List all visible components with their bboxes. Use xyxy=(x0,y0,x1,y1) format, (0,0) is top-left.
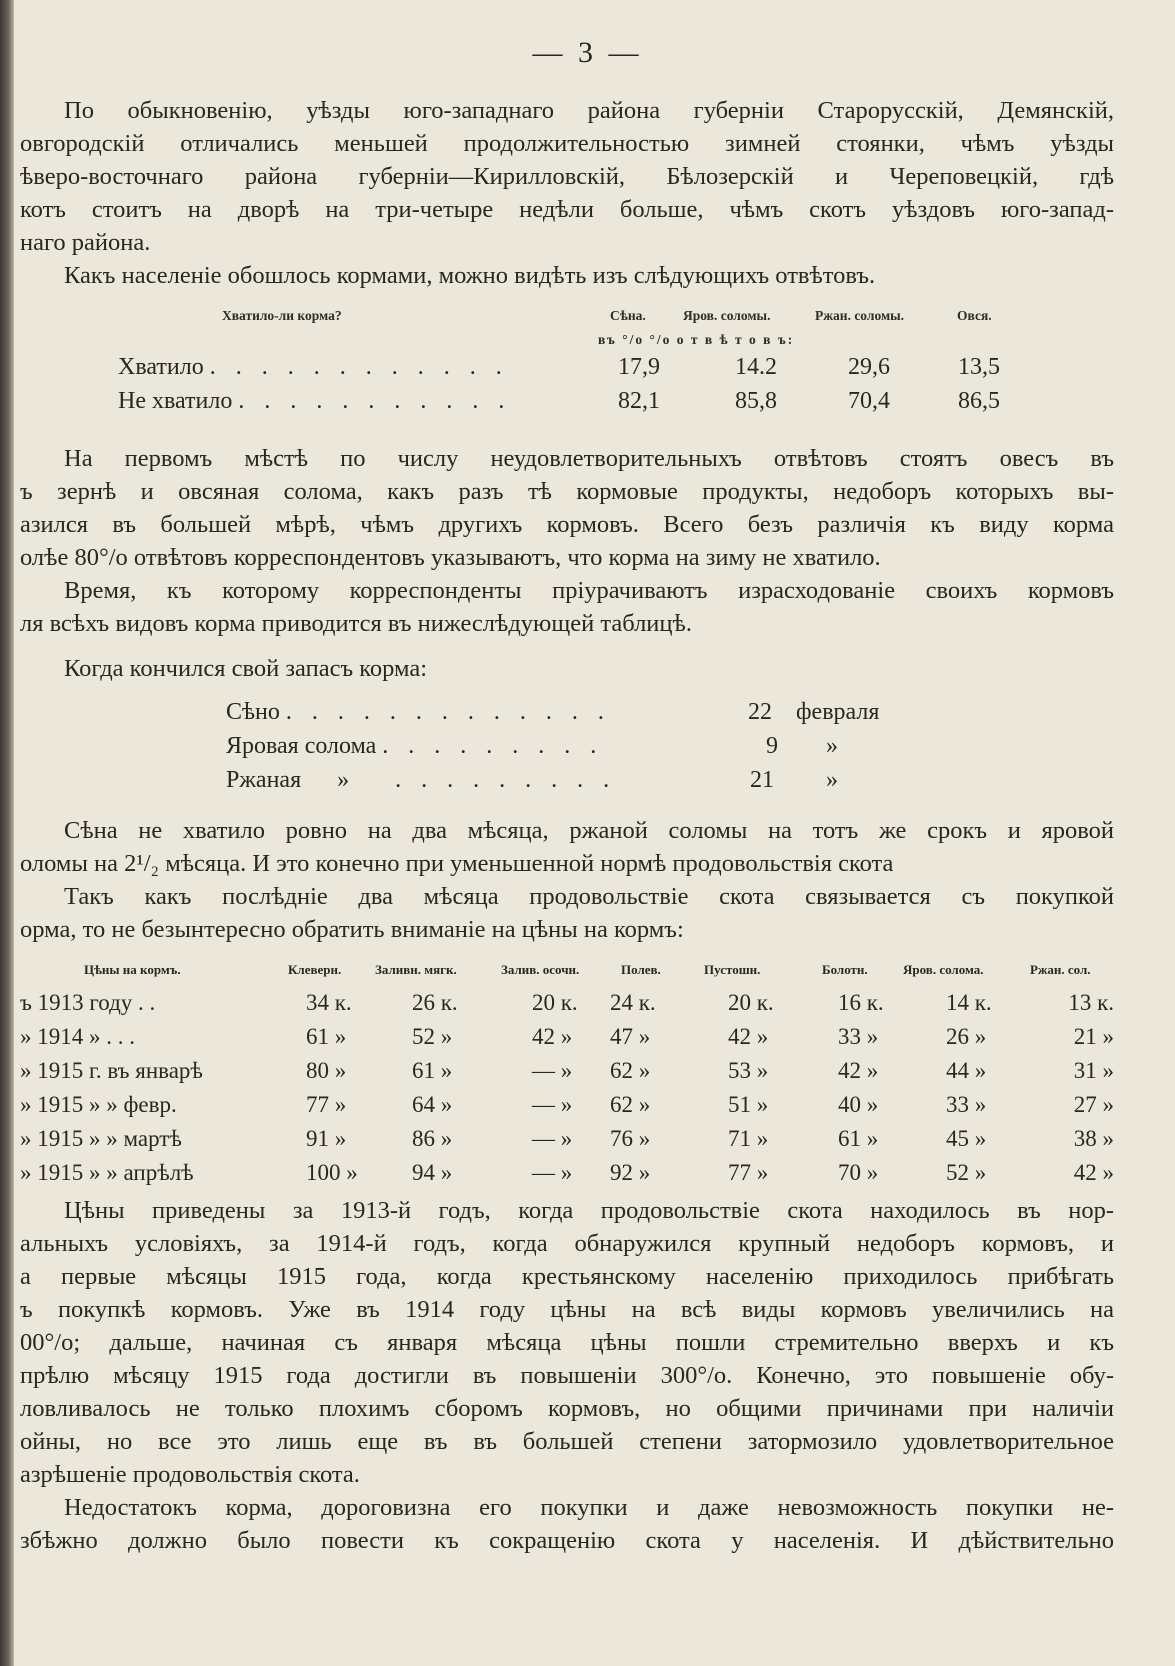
item-label: Ржаная xyxy=(226,767,302,793)
page-number: — 3 — xyxy=(532,36,643,69)
table-cell: 27 » xyxy=(1073,1092,1114,1117)
table-cell: 61 » xyxy=(306,1024,347,1049)
table-cell: 62 » xyxy=(610,1092,651,1117)
leader-dots: . . . . . . . . . xyxy=(395,767,617,793)
text-line: оломы на 2¹/₂ мѣсяца. И это конечно при уменьшенной нормѣ продовольствія скота xyxy=(20,850,894,877)
text-line: ъ покупкѣ кормовъ. Уже въ 1914 году цѣны на всѣ виды кормовъ увеличились на xyxy=(20,1296,1114,1323)
table-cell: 76 » xyxy=(610,1126,651,1151)
text-line: а первые мѣсяцы 1915 года, когда крестьянскому населенію приходилось прибѣгать xyxy=(20,1263,1114,1290)
column-header: Ржан. сол. xyxy=(1030,962,1091,977)
column-header: Ржан. соломы. xyxy=(815,308,905,323)
table-cell: 42 » xyxy=(1073,1160,1114,1185)
column-header: Пустошн. xyxy=(704,962,761,977)
list-item-label xyxy=(226,767,616,794)
paragraph-4 xyxy=(20,574,1114,640)
table-row xyxy=(118,388,511,415)
row-label: » 1915 г. въ январѣ xyxy=(20,1058,203,1083)
text-line: Какъ населеніе обошлось кормами, можно видѣть изъ слѣдующихъ отвѣтовъ. xyxy=(64,262,876,289)
leader-dots: . . . . . . . . . . . . . xyxy=(285,699,611,725)
text-line: прѣлю мѣсяцу 1915 года достигли въ повышеніи 300°/о. Конечно, это повышеніе обу- xyxy=(20,1362,1114,1389)
text-line: овгородскій отличались меньшей продолжительностью зимней стоянки, чѣмъ уѣзды xyxy=(20,130,1114,157)
row-label: Хватило xyxy=(118,354,204,380)
text-line: Сѣна не хватило ровно на два мѣсяца, ржаной соломы на тотъ же срокъ и яровой xyxy=(64,817,1114,844)
column-header: Цѣны на кормъ. xyxy=(84,962,181,977)
text-line: котъ стоитъ на дворѣ на три-четыре недѣли больше, чѣмъ скотъ уѣздовъ юго-запад- xyxy=(20,196,1114,223)
paragraph-8 xyxy=(20,1194,1114,1491)
text-line: ѣверо-восточнаго района губерніи—Кирилловскій, Бѣлозерскій и Череповецкій, гдѣ xyxy=(20,163,1114,190)
list-item-unit: » xyxy=(826,733,838,759)
text-line: По обыкновенію, уѣзды юго-западнаго района губерніи Старорусскій, Демянскій, xyxy=(64,97,1114,124)
column-header: Яров. солома. xyxy=(903,962,984,977)
row-label: ъ 1913 году . . xyxy=(20,990,156,1015)
column-header: Полев. xyxy=(621,962,661,977)
table-cell: 33 » xyxy=(946,1092,987,1117)
text-line: азрѣшеніе продовольствія скота. xyxy=(20,1461,360,1488)
text-line: ловливалось не только плохимъ сборомъ кормовъ, но общими причинами при наличіи xyxy=(20,1395,1114,1422)
paragraph-1 xyxy=(20,94,1114,259)
text-line: Когда кончился свой запасъ корма: xyxy=(64,655,428,682)
text-line: ъ зернѣ и овсяная солома, какъ разъ тѣ кормовые продукты, недоборъ которыхъ вы- xyxy=(20,478,1114,505)
table-cell: 44 » xyxy=(946,1058,987,1083)
text-line: орма, то не безынтересно обратить вниманіе на цѣны на кормъ: xyxy=(20,916,684,943)
row-label: » 1915 » » мартѣ xyxy=(20,1126,182,1151)
table-row xyxy=(118,354,509,381)
table-cell: — » xyxy=(532,1058,573,1083)
table-cell: 86,5 xyxy=(958,388,1000,414)
table-cell: 14 к. xyxy=(946,990,992,1015)
table-cell: 29,6 xyxy=(848,354,890,380)
table-cell: 70,4 xyxy=(848,388,890,414)
table-cell: 34 к. xyxy=(306,990,352,1015)
column-header: Овся. xyxy=(957,308,992,323)
text-line: олѣе 80°/о отвѣтовъ корреспондентовъ указываютъ, что корма на зиму не хватило. xyxy=(20,544,881,571)
column-header: Клеверн. xyxy=(288,962,342,977)
text-line: Такъ какъ послѣдніе два мѣсяца продовольствіе скота связывается съ покупкой xyxy=(64,883,1114,910)
list-item-value: 9 xyxy=(766,733,778,759)
table-cell: 20 к. xyxy=(728,990,774,1015)
text-line: Время, къ которому корреспонденты пріурачиваютъ израсходованіе своихъ кормовъ xyxy=(64,577,1114,604)
list-item-label xyxy=(226,733,603,760)
table-cell: 61 » xyxy=(838,1126,879,1151)
table-cell: 17,9 xyxy=(618,354,660,380)
list-item-unit: » xyxy=(826,767,838,793)
row-label: » 1914 » . . . xyxy=(20,1024,135,1049)
paragraph-2 xyxy=(64,259,1064,292)
item-label: Сѣно xyxy=(226,699,280,725)
row-label: » 1915 » » февр. xyxy=(20,1092,177,1117)
column-header: Яров. соломы. xyxy=(683,308,771,323)
table-header-label: Хватило-ли корма? xyxy=(222,308,342,323)
list-item-value: 22 xyxy=(748,699,772,725)
table-cell: 31 » xyxy=(1073,1058,1114,1083)
table-cell: — » xyxy=(532,1092,573,1117)
column-header: Залив. осочн. xyxy=(501,962,580,977)
table-cell: 52 » xyxy=(946,1160,987,1185)
table-cell: 92 » xyxy=(610,1160,651,1185)
ditto-mark: » xyxy=(337,767,350,793)
table-cell: 64 » xyxy=(412,1092,453,1117)
table-cell: 21 » xyxy=(1073,1024,1114,1049)
text-line: Цѣны приведены за 1913-й годъ, когда продовольствіе скота находилось въ нор- xyxy=(64,1197,1114,1224)
item-label: Яровая солома xyxy=(226,733,377,759)
leader-dots: . . . . . . . . . . . . xyxy=(209,354,509,380)
table-cell: 26 к. xyxy=(412,990,458,1015)
table-cell: 13 к. xyxy=(1068,990,1114,1015)
text-line: ля всѣхъ видовъ корма приводится въ нижеслѣдующей таблицѣ. xyxy=(20,610,692,637)
table-cell: 16 к. xyxy=(838,990,884,1015)
text-line: ойны, но все это лишь еще въ въ большей степени затормозило удовлетворительное xyxy=(20,1428,1114,1455)
table-cell: 42 » xyxy=(728,1024,769,1049)
table-cell: 77 » xyxy=(306,1092,347,1117)
column-subheader: въ °/о °/о о т в ѣ т о в ъ: xyxy=(598,332,795,347)
table-cell: 82,1 xyxy=(618,388,660,414)
table-cell: 62 » xyxy=(610,1058,651,1083)
text-line: збѣжно должно было повести къ сокращенію скота у населенія. И дѣйствительно xyxy=(20,1527,1114,1554)
table-cell: 85,8 xyxy=(735,388,777,414)
table-cell: 53 » xyxy=(728,1058,769,1083)
table-cell: 14.2 xyxy=(735,354,777,380)
table-cell: 94 » xyxy=(412,1160,453,1185)
text-line: азился въ большей мѣрѣ, чѣмъ другихъ кормовъ. Всего безъ различія къ виду корма xyxy=(20,511,1114,538)
table-cell: 71 » xyxy=(728,1126,769,1151)
list-item-value: 21 xyxy=(750,767,774,793)
table-cell: 86 » xyxy=(412,1126,453,1151)
column-header: Болотн. xyxy=(822,962,868,977)
text-line: наго района. xyxy=(20,229,151,256)
list-item-unit: февраля xyxy=(796,699,880,725)
paragraph-3 xyxy=(20,442,1114,574)
table-cell: 26 » xyxy=(946,1024,987,1049)
list-item-label xyxy=(226,699,611,726)
text-line: На первомъ мѣстѣ по числу неудовлетворительныхъ отвѣтовъ стоятъ овесъ въ xyxy=(64,445,1114,472)
column-header: Заливн. мягк. xyxy=(375,962,457,977)
table-cell: 40 » xyxy=(838,1092,879,1117)
table-cell: — » xyxy=(532,1160,573,1185)
column-header: Сѣна. xyxy=(610,308,646,323)
table-cell: 24 к. xyxy=(610,990,656,1015)
text-line: 00°/о; дальше, начиная съ января мѣсяца цѣны пошли стремительно вверхъ и къ xyxy=(20,1329,1114,1356)
paragraph-7 xyxy=(20,880,1114,946)
table-cell: 80 » xyxy=(306,1058,347,1083)
leader-dots: . . . . . . . . . . . xyxy=(238,388,512,414)
table-cell: 38 » xyxy=(1073,1126,1114,1151)
table-cell: 33 » xyxy=(838,1024,879,1049)
table-cell: 42 » xyxy=(532,1024,573,1049)
text-line: альныхъ условіяхъ, за 1914-й годъ, когда обнаружился крупный недоборъ кормовъ, и xyxy=(20,1230,1114,1257)
table-cell: 51 » xyxy=(728,1092,769,1117)
paragraph-9 xyxy=(20,1491,1114,1557)
table-cell: 13,5 xyxy=(958,354,1000,380)
table-cell: 42 » xyxy=(838,1058,879,1083)
table-cell: 20 к. xyxy=(532,990,578,1015)
table-cell: — » xyxy=(532,1126,573,1151)
table-cell: 70 » xyxy=(838,1160,879,1185)
paragraph-5 xyxy=(64,652,864,685)
table-cell: 47 » xyxy=(610,1024,651,1049)
table-cell: 91 » xyxy=(306,1126,347,1151)
table-cell: 77 » xyxy=(728,1160,769,1185)
paragraph-6 xyxy=(20,814,1114,880)
leader-dots: . . . . . . . . . xyxy=(382,733,604,759)
table-cell: 45 » xyxy=(946,1126,987,1151)
text-line: Недостатокъ корма, дороговизна его покупки и даже невозможность покупки не- xyxy=(64,1494,1114,1521)
table-cell: 61 » xyxy=(412,1058,453,1083)
table-cell: 100 » xyxy=(306,1160,358,1185)
row-label: Не хватило xyxy=(118,388,233,414)
table-cell: 52 » xyxy=(412,1024,453,1049)
row-label: » 1915 » » апрѣлѣ xyxy=(20,1160,194,1185)
